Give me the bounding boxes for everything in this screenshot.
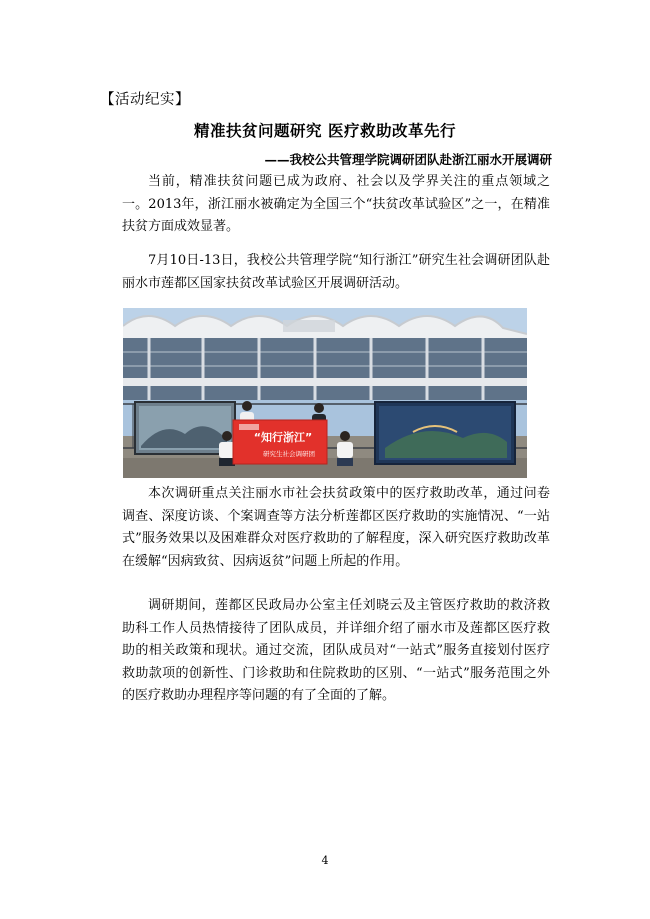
article-title: 精准扶贫问题研究 医疗救助改革先行 bbox=[194, 122, 456, 140]
article-subtitle: ——我校公共管理学院调研团队赴浙江丽水开展调研 bbox=[264, 152, 552, 167]
paragraph-3: 本次调研重点关注丽水市社会扶贫政策中的医疗救助改革，通过问卷调查、深度访谈、个案调查等方法分析莲都区医疗救助的实施情况、“一站式”服务效果以及困难群众对医疗救助的了解程度，深入研究医疗救助改革在缓解“因病致贫、因病返贫”问题上所起的作用。 bbox=[122, 486, 550, 569]
team-banner bbox=[233, 420, 327, 464]
paragraph-1: 当前，精准扶贫问题已成为政府、社会以及学界关注的重点领域之一。2013年，浙江丽水被确定为全国三个“扶贫改革试验区”之一，在精准扶贫方面成效显著。 bbox=[122, 174, 550, 235]
banner-text: “知行浙江” bbox=[253, 431, 313, 444]
banner-subtext: 研究生社会调研团 bbox=[263, 450, 315, 458]
paragraph-4: 调研期间，莲都区民政局办公室主任刘晓云及主管医疗救助的救济救助科工作人员热情接待了团队成员，并详细介绍了丽水市及莲都区医疗救助的相关政策和现状。通过交流，团队成员对“一站式”服务直接划付医疗救助款项的创新性、门诊救助和住院救助的区别、“一站式”服务范围之外的医疗救助办理程序等问题的有了全面的了解。 bbox=[122, 598, 550, 704]
team-photo bbox=[123, 308, 527, 478]
section-tag: 【活动纪实】 bbox=[100, 92, 190, 108]
paragraph-2: 7月10日-13日，我校公共管理学院“知行浙江”研究生社会调研团队赴丽水市莲都区国家扶贫改革试验区开展调研活动。 bbox=[122, 253, 550, 291]
page-number: 4 bbox=[321, 854, 329, 867]
